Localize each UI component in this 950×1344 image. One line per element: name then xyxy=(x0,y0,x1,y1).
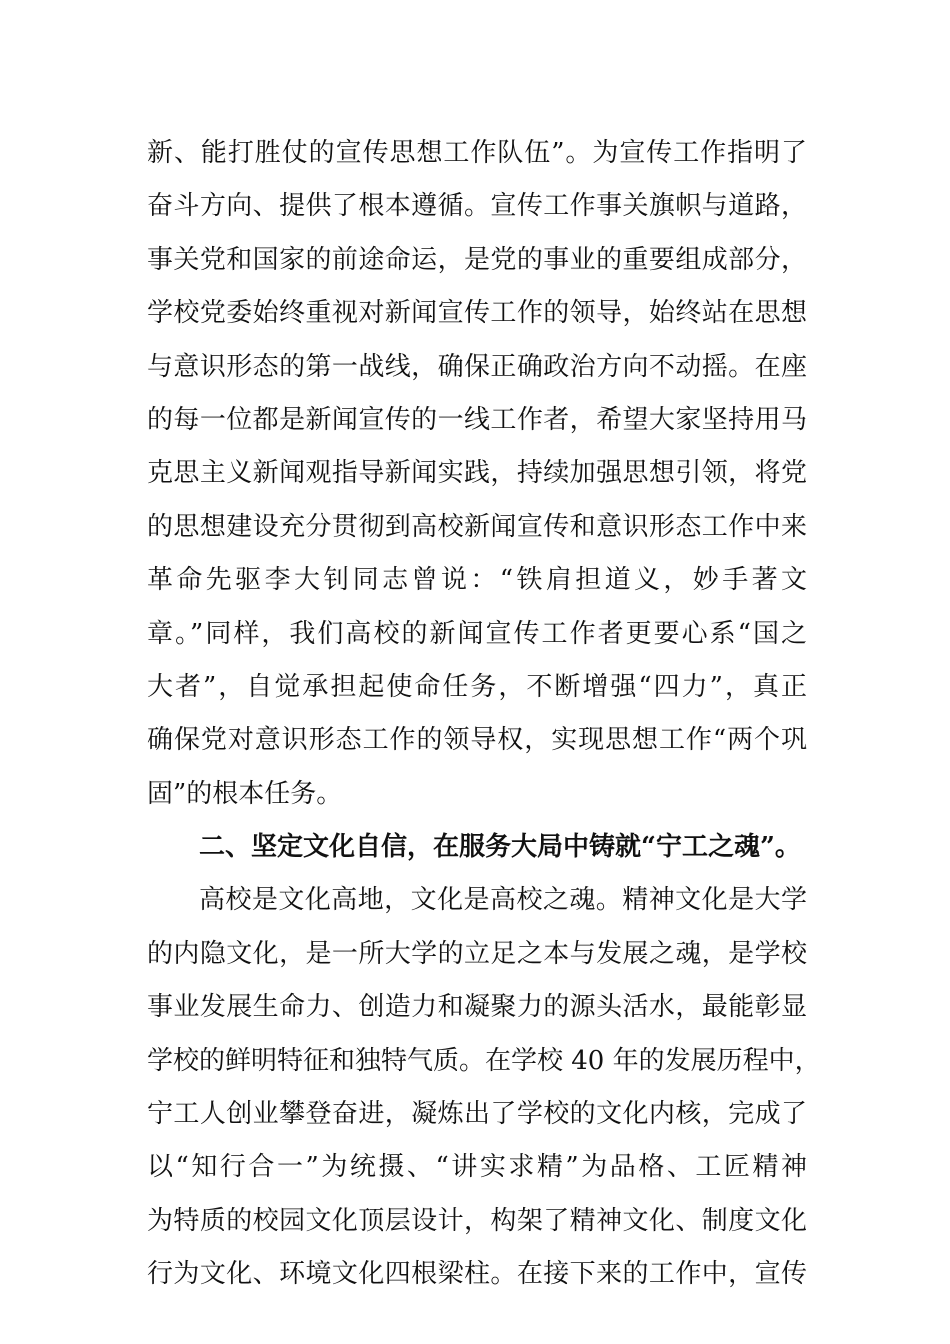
paragraph-1 xyxy=(147,127,807,821)
text-line: 为特质的校园文化顶层设计，构架了精神文化、制度文化 xyxy=(147,1205,807,1236)
text-line: 确保党对意识形态工作的领导权，实现思想工作“两个巩 xyxy=(147,725,807,756)
paragraph-2 xyxy=(147,874,821,1301)
text-line: 宁工人创业攀登奋进，凝炼出了学校的文化内核，完成了 xyxy=(147,1099,807,1130)
text-line: 与意识形态的第一战线，确保正确政治方向不动摇。在座 xyxy=(147,351,807,382)
text-line: 固”的根本任务。 xyxy=(147,778,343,809)
text-line: 新、能打胜仗的宣传思想工作队伍”。为宣传工作指明了 xyxy=(147,138,807,168)
text-line: 克思主义新闻观指导新闻实践，持续加强思想引领，将党 xyxy=(147,458,807,489)
text-line: 事关党和国家的前途命运，是党的事业的重要组成部分， xyxy=(147,244,807,275)
text-line: 学校党委始终重视对新闻宣传工作的领导，始终站在思想 xyxy=(147,298,807,329)
text-line: 学校的鲜明特征和独特气质。在学校 40 年的发展历程中， xyxy=(147,1045,821,1076)
text-line: 行为文化、环境文化四根梁柱。在接下来的工作中，宣传 xyxy=(147,1259,807,1290)
text-line: 事业发展生命力、创造力和凝聚力的源头活水，最能彰显 xyxy=(147,992,807,1023)
text-line: 革命先驱李大钊同志曾说：“铁肩担道义，妙手著文 xyxy=(147,565,807,596)
text-line: 章。”同样，我们高校的新闻宣传工作者更要心系“国之 xyxy=(147,618,807,649)
body-text xyxy=(147,127,821,1302)
text-line: 以“知行合一”为统摄、“讲实求精”为品格、工匠精神 xyxy=(147,1152,807,1183)
text-line: 大者”，自觉承担起使命任务，不断增强“四力”，真正 xyxy=(147,671,807,702)
text-line: 的思想建设充分贯彻到高校新闻宣传和意识形态工作中来 xyxy=(147,511,807,542)
text-line: 的每一位都是新闻宣传的一线工作者，希望大家坚持用马 xyxy=(147,404,807,435)
text-line: 的内隐文化，是一所大学的立足之本与发展之魂，是学校 xyxy=(147,938,807,969)
text-line: 奋斗方向、提供了根本遵循。宣传工作事关旗帜与道路， xyxy=(147,191,807,222)
text-line: 高校是文化高地，文化是高校之魂。精神文化是大学 xyxy=(199,885,807,916)
section-heading: 二、坚定文化自信，在服务大局中铸就“宁工之魂”。 xyxy=(199,832,801,863)
